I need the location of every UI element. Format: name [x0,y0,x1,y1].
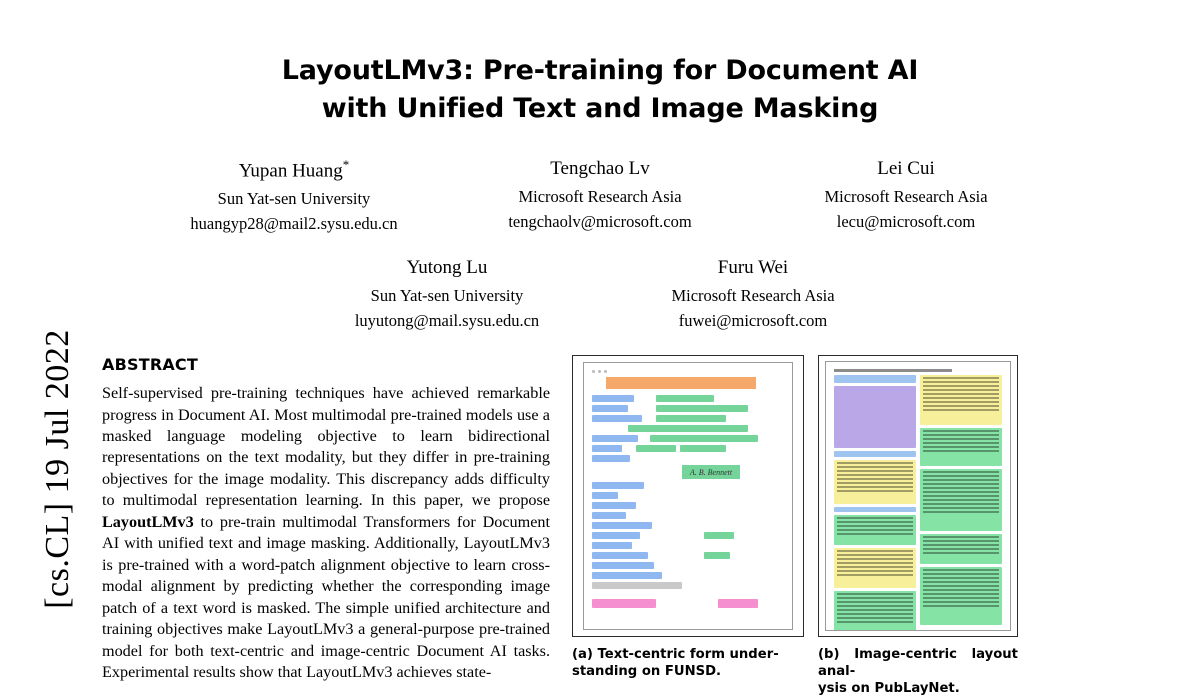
layout-table-box [920,375,1002,425]
author-email: tengchaolv@microsoft.com [508,211,692,231]
decorative-dots [592,370,784,373]
doc-two-columns-top [834,375,1002,631]
author-email: luyutong@mail.sysu.edu.cn [354,310,540,330]
author-email: huangyp28@mail2.sysu.edu.cn [190,213,398,233]
author-affiliation: Microsoft Research Asia [671,285,835,305]
figures-column [572,355,1080,697]
author-block [600,254,906,333]
layout-table-box [834,548,916,588]
form-header-band [606,377,756,389]
author-email: fuwei@microsoft.com [678,310,828,330]
doc-title-line [834,369,952,372]
layout-text-box [920,428,1002,466]
figure-b [818,355,1018,697]
layout-text-box [920,469,1002,531]
author-block [141,155,447,236]
arxiv-stamp: [cs.CL] 19 Jul 2022 [39,329,76,609]
figure-b-caption-line-2: ysis on PubLayNet. [818,681,960,697]
layout-text-box [920,534,1002,564]
figure-b-caption-line-1: (b) Image-centric layout anal- [818,647,1018,680]
page-title [100,52,1100,129]
author-name: Furu Wei [717,257,789,279]
figure-a [572,355,804,697]
abstract-part-1: Self-supervised pre-training techniques have achieved remarkable progress in Document AI. Most multimodal pre-trained models use a masked language modeling objective to learn bidirectional representations on the text modality, but they differ in pre-training objectives for the image modality. This discrepancy adds difficulty to multimodal representation learning. In this paper, we propose [102,384,550,510]
corresponding-marker: * [342,156,350,172]
author-name: Yutong Lu [406,257,488,279]
figure-a-caption-line-1: (a) Text-centric form under- [572,647,779,663]
layout-figure-box [834,386,916,448]
figure-a-caption-line-2: standing on FUNSD. [572,664,722,680]
figure-a-frame [572,355,804,637]
body-columns [100,355,1100,697]
figure-a-caption [572,646,804,680]
layout-text-box [834,515,916,545]
title-line-1: LayoutLMv3: Pre-training for Document AI [281,55,919,86]
author-email: lecu@microsoft.com [836,211,976,231]
author-block [447,155,753,236]
abstract-heading: ABSTRACT [102,355,198,375]
layout-title-box [834,375,916,383]
funsd-form-mock [583,362,793,630]
doc-right-column [920,375,1002,631]
figure-b-frame [818,355,1018,637]
author-affiliation: Microsoft Research Asia [824,186,988,206]
abstract-part-2: to pre-train multimodal Transformers for Document AI with unified text and image masking. Additionally, LayoutLMv3 is pre-trained with a word-patch alignment objective to learn cross-modal alignment by predicting whether the corresponding image patch of a text word is masked. The simple unified architecture and training objectives make LayoutLMv3 a general-purpose pre-trained model for both text-centric and image-centric Document AI tasks. Experimental results show that LayoutLMv3 achieves state- [102,512,550,682]
author-affiliation: Sun Yat-sen University [217,188,371,208]
author-affiliation: Sun Yat-sen University [370,285,524,305]
author-affiliation: Microsoft Research Asia [518,186,682,206]
abstract-text [102,383,550,684]
publaynet-page-mock [825,361,1011,631]
author-name: Lei Cui [877,157,935,179]
layout-text-box [834,591,916,631]
authors-row-2 [100,254,1100,333]
figure-b-caption [818,646,1018,697]
layout-table-box [834,460,916,504]
paper-page [100,0,1100,697]
author-name: Yupan Huang* [238,156,350,181]
author-block [294,254,600,333]
title-line-2: with Unified Text and Image Masking [321,93,879,125]
abstract-model-name: LayoutLMv3 [102,512,194,531]
author-name: Tengchao Lv [550,157,650,179]
layout-caption-box [834,451,916,457]
layout-text-box [920,567,1002,625]
abstract-column [102,355,572,697]
signature-field: A. B. Bennett [682,465,740,479]
layout-caption-box [834,507,916,512]
doc-left-column [834,375,916,631]
authors-row-1 [100,155,1100,236]
author-block [753,155,1059,236]
